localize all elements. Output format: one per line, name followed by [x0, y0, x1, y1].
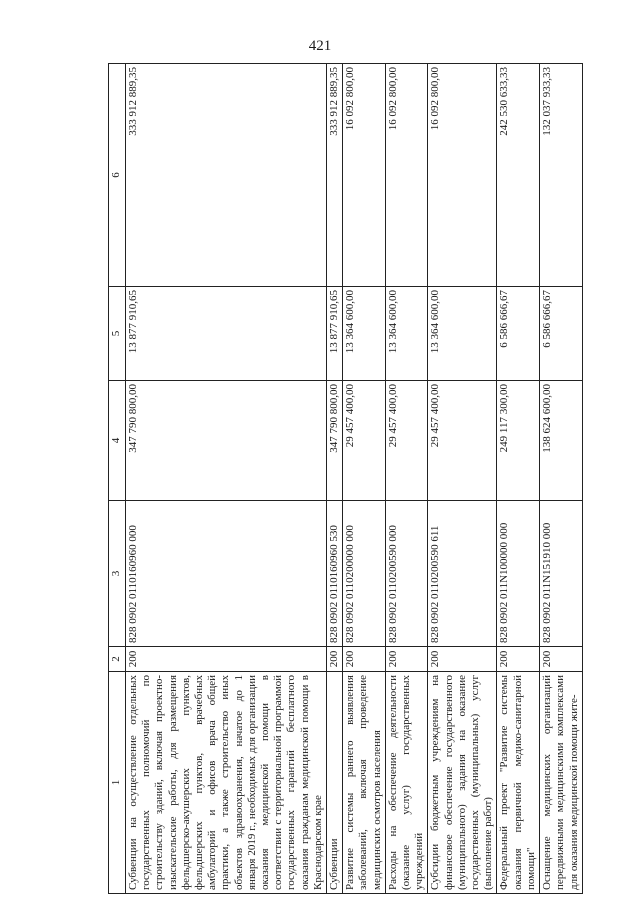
column-header: 4	[109, 381, 126, 501]
table-row	[385, 64, 428, 894]
row-amount-col5: 13 877 910,65	[327, 287, 343, 381]
column-header: 6	[109, 64, 126, 287]
row-amount-col4: 347 790 800,00	[126, 381, 327, 501]
row-code: 200	[540, 647, 583, 672]
column-header: 2	[109, 647, 126, 672]
row-amount-col5: 6 586 666,67	[540, 287, 583, 381]
row-code: 200	[385, 647, 428, 672]
page-number: 421	[308, 38, 332, 54]
table-row	[428, 64, 497, 894]
row-amount-col6: 16 092 800,00	[343, 64, 386, 287]
table-row	[343, 64, 386, 894]
row-description: Расходы на обеспечение деятельности (оказание услуг) государственных учреждений	[385, 672, 428, 894]
column-header: 5	[109, 287, 126, 381]
row-amount-col4: 347 790 800,00	[327, 381, 343, 501]
rotated-table-container	[108, 64, 580, 894]
row-amount-col5: 13 364 600,00	[343, 287, 386, 381]
row-amount-col5: 6 586 666,67	[497, 287, 540, 381]
row-code: 200	[497, 647, 540, 672]
row-amount-col4: 29 457 400,00	[385, 381, 428, 501]
row-classification-code: 828 0902 0110160960 530	[327, 501, 343, 647]
header-row	[109, 64, 126, 894]
row-amount-col4: 249 117 300,00	[497, 381, 540, 501]
row-amount-col6: 132 037 933,33	[540, 64, 583, 287]
row-classification-code: 828 0902 0110200000 000	[343, 501, 386, 647]
row-classification-code: 828 0902 011N100000 000	[497, 501, 540, 647]
row-description: Федеральный проект "Развитие системы оказания первичной медико-санитарной помощи"	[497, 672, 540, 894]
row-code: 200	[343, 647, 386, 672]
row-code: 200	[126, 647, 327, 672]
row-description: Развитие системы раннего выявления заболеваний, включая проведение медицинских осмотров населения	[343, 672, 386, 894]
table-row	[327, 64, 343, 894]
column-header: 1	[109, 672, 126, 894]
row-classification-code: 828 0902 0110200590 000	[385, 501, 428, 647]
row-classification-code: 828 0902 011N151910 000	[540, 501, 583, 647]
row-classification-code: 828 0902 0110160960 000	[126, 501, 327, 647]
row-amount-col5: 13 364 600,00	[428, 287, 497, 381]
row-amount-col6: 16 092 800,00	[385, 64, 428, 287]
row-description: Субсидии бюджетным учреждениям на финансовое обеспечение государственного (муниципального) задания на оказание государственных (муниципальных) услуг (выполнение работ)	[428, 672, 497, 894]
row-amount-col5: 13 364 600,00	[385, 287, 428, 381]
row-amount-col4: 138 624 600,00	[540, 381, 583, 501]
row-code: 200	[428, 647, 497, 672]
table-area	[108, 64, 580, 894]
row-amount-col6: 16 092 800,00	[428, 64, 497, 287]
row-amount-col6: 333 912 889,35	[327, 64, 343, 287]
row-amount-col6: 333 912 889,35	[126, 64, 327, 287]
table-row	[126, 64, 327, 894]
budget-table	[108, 63, 583, 894]
row-description: Субвенции на осуществление отдельных государственных полномочий по строительству зданий, включая проектно-изыскательские работы, для размещения фельдшерско-акушерских пунктов, фельдшерских пунктов, врачебных амбулаторий и офисов врача общей практики, а также строительство иных объектов здравоохранения, начатое до 1 января 2019 г., необходимых для организации оказания медицинской помощи в соответствии с территориальной программой государственных гарантий бесплатного оказания гражданам медицинской помощи в Краснодарском крае	[126, 672, 327, 894]
row-description: Субвенции	[327, 672, 343, 894]
row-classification-code: 828 0902 0110200590 611	[428, 501, 497, 647]
table-row	[540, 64, 583, 894]
row-code: 200	[327, 647, 343, 672]
row-amount-col4: 29 457 400,00	[343, 381, 386, 501]
column-header: 3	[109, 501, 126, 647]
row-amount-col6: 242 530 633,33	[497, 64, 540, 287]
row-description: Оснащение медицинских организаций передвижными медицинскими комплексами для оказания медицинской помощи жите-	[540, 672, 583, 894]
row-amount-col4: 29 457 400,00	[428, 381, 497, 501]
row-amount-col5: 13 877 910,65	[126, 287, 327, 381]
table-row	[497, 64, 540, 894]
